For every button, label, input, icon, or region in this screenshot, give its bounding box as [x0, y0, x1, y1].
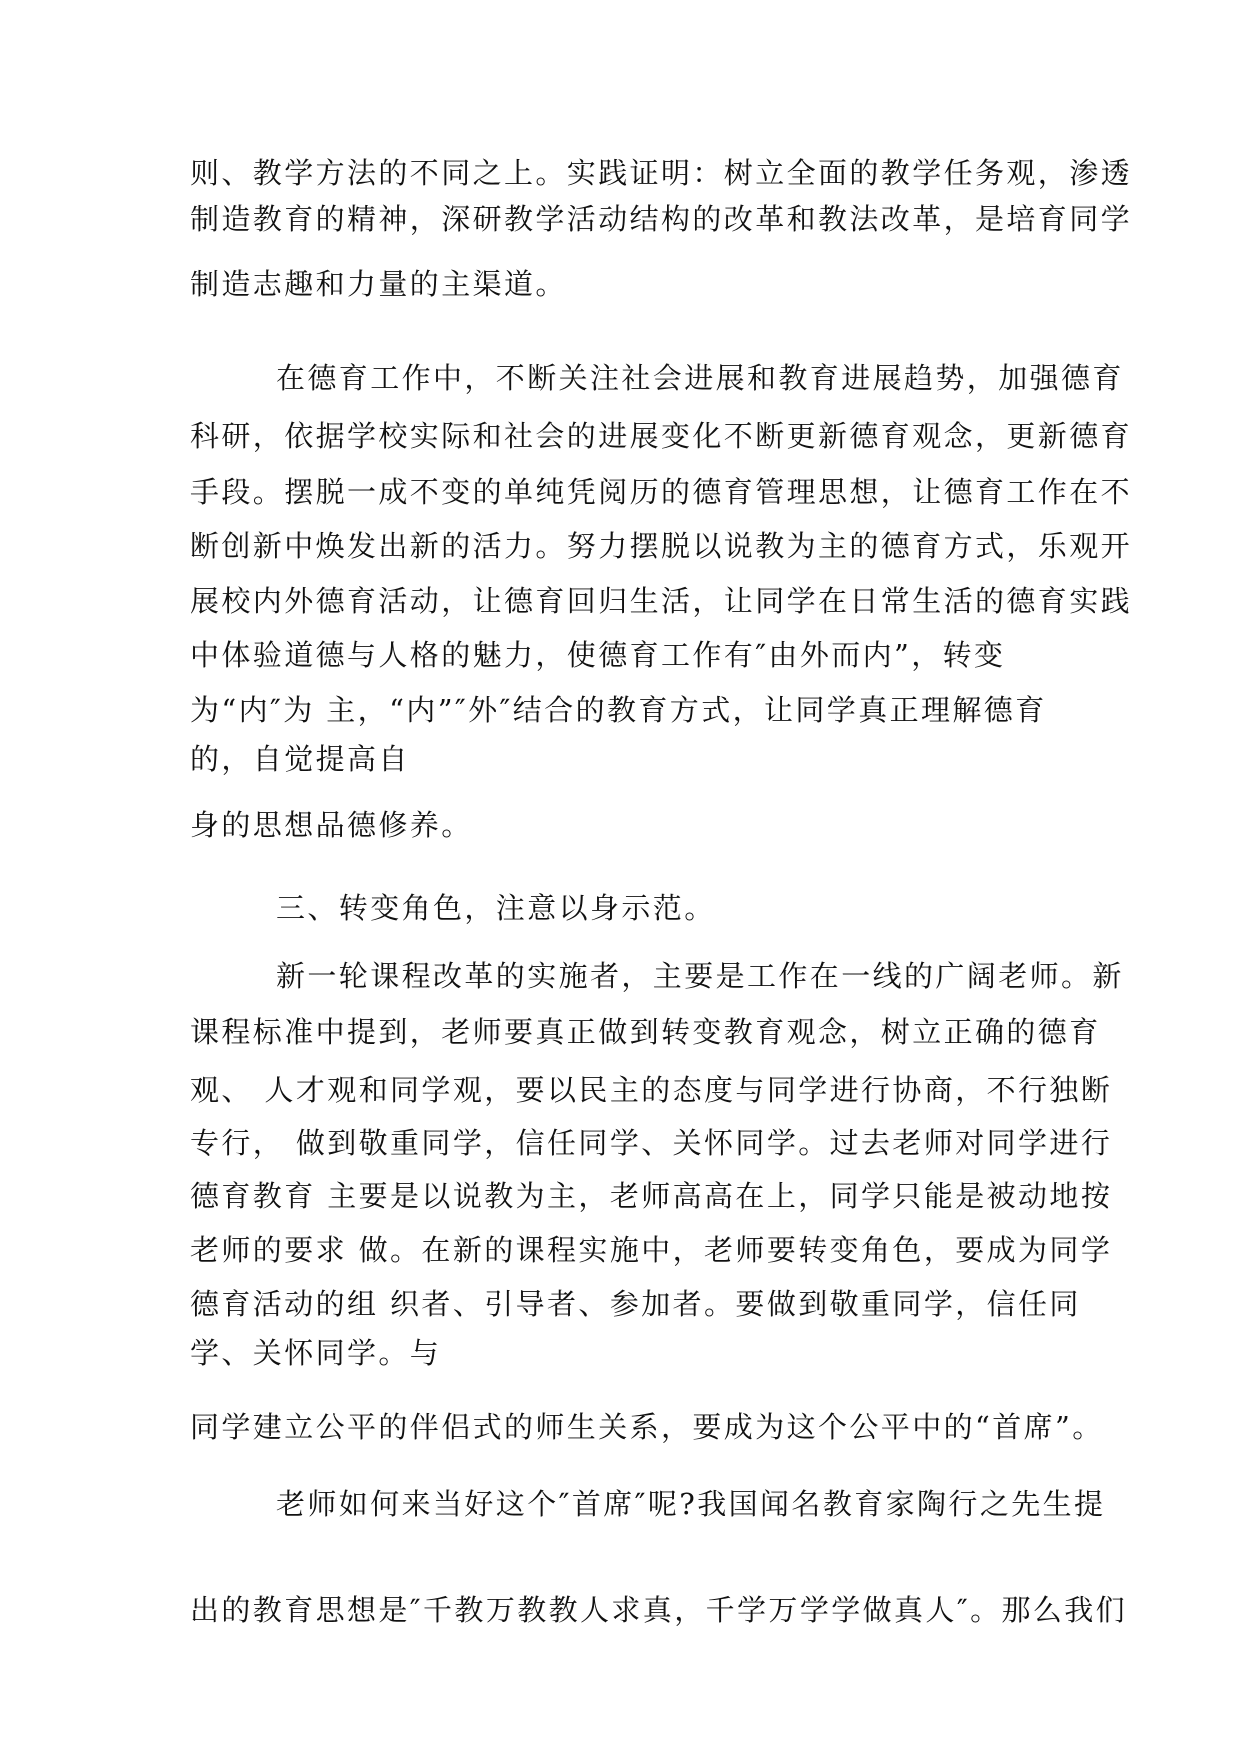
text-line: 老师的要求 做。在新的课程实施中，老师要转变角色，要成为同学 [190, 1233, 1113, 1267]
text-line: 课程标准中提到，老师要真正做到转变教育观念，树立正确的德育 [190, 1015, 1101, 1049]
text-line: 专行， 做到敬重同学，信任同学、关怀同学。过去老师对同学进行 [190, 1126, 1113, 1160]
text-line: 制造志趣和力量的主渠道。 [190, 267, 567, 301]
text-line: 断创新中焕发出新的活力。努力摆脱以说教为主的德育方式，乐观开 [190, 529, 1133, 563]
text-line: 身的思想品德修养。 [190, 808, 473, 842]
text-line: 同学建立公平的伴侣式的师生关系，要成为这个公平中的“首席”。 [190, 1410, 1104, 1444]
text-line: 德育活动的组 织者、引导者、参加者。要做到敬重同学，信任同 [190, 1287, 1081, 1321]
text-line: 出的教育思想是″千教万教教人求真，千学万学学做真人″。那么我们 [190, 1593, 1128, 1627]
text-line: 德育教育 主要是以说教为主，老师高高在上，同学只能是被动地按 [190, 1179, 1113, 1213]
paragraph-start-line: 老师如何来当好这个″首席″呢?我国闻名教育家陶行之先生提 [276, 1487, 1106, 1521]
text-line: 为“内″为 主，“内”″外″结合的教育方式，让同学真正理解德育 [190, 693, 1047, 727]
text-line: 手段。摆脱一成不变的单纯凭阅历的德育管理思想，让德育工作在不 [190, 475, 1133, 509]
text-line: 中体验道德与人格的魅力，使德育工作有″由外而内”，转变 [190, 638, 1006, 672]
section-heading: 三、转变角色，注意以身示范。 [276, 891, 716, 925]
text-line: 观、 人才观和同学观，要以民主的态度与同学进行协商，不行独断 [190, 1073, 1113, 1107]
text-line: 学、关怀同学。与 [190, 1336, 442, 1370]
paragraph-start-line: 新一轮课程改革的实施者，主要是工作在一线的广阔老师。新 [276, 959, 1124, 993]
text-line: 展校内外德育活动，让德育回归生活，让同学在日常生活的德育实践 [190, 584, 1133, 618]
text-line: 科研，依据学校实际和社会的进展变化不断更新德育观念，更新德育 [190, 419, 1133, 453]
text-line: 则、教学方法的不同之上。实践证明：树立全面的教学任务观，渗透 [190, 156, 1133, 190]
text-line: 制造教育的精神，深研教学活动结构的改革和教法改革，是培育同学 [190, 202, 1133, 236]
paragraph-start-line: 在德育工作中，不断关注社会进展和教育进展趋势，加强德育 [276, 361, 1124, 395]
text-line: 的，自觉提高自 [190, 742, 410, 776]
